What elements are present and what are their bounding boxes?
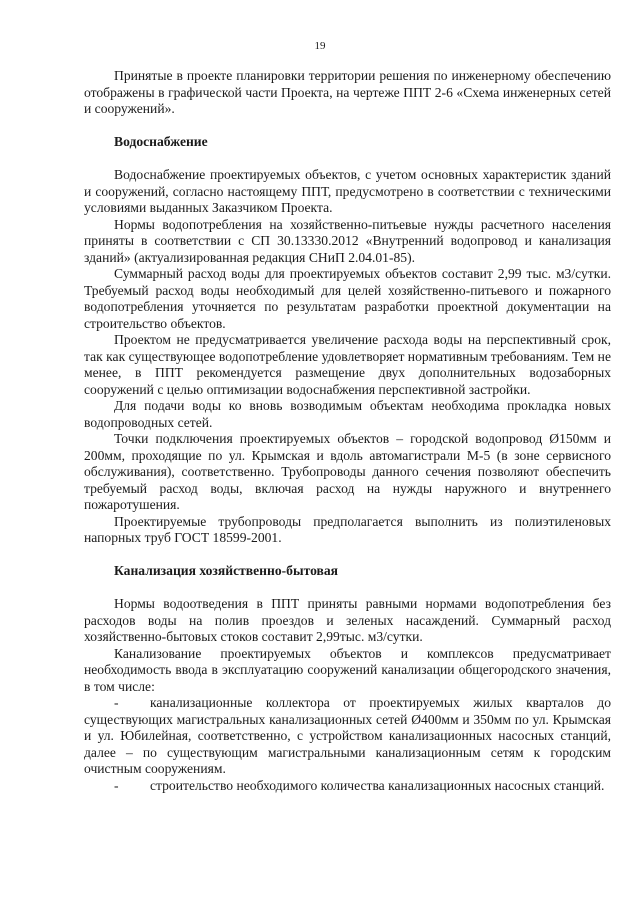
list-marker: - xyxy=(114,695,119,710)
document-body xyxy=(84,68,611,794)
water-paragraph: Суммарный расход воды для проектируемых объектов составит 2,99 тыс. м3/сутки. Требуемый расход воды необходимый для целей хозяйственно-питьевого и пожарного водопотребления уточняется по результатам разработки проектной документации на строительство объектов. xyxy=(84,266,611,331)
section-heading-water-supply: Водоснабжение xyxy=(114,133,208,149)
page-number: 19 xyxy=(314,40,326,52)
water-paragraph: Для подачи воды ко вновь возводимым объектам необходима прокладка новых водопроводных сетей. xyxy=(84,398,611,430)
sewerage-paragraph: Нормы водоотведения в ППТ приняты равными нормами водопотребления без расходов воды на полив проездов и зеленых насаждений. Суммарный расход хозяйственно-бытовых стоков составит 2,99тыс. м3/сутки. xyxy=(84,596,611,644)
water-paragraph: Нормы водопотребления на хозяйственно-питьевые нужды расчетного населения приняты в соответствии с СП 30.13330.2012 «Внутренний водопровод и канализация зданий» (актуализированная редакция СНиП 2.04.01-85). xyxy=(84,216,611,265)
list-item-text: строительство необходимого количества канализационных насосных станций. xyxy=(150,777,605,793)
list-item xyxy=(84,695,611,778)
water-paragraph: Точки подключения проектируемых объектов – городской водопровод Ø150мм и 200мм, проходящие по ул. Крымская и вдоль автомагистрали М-5 (в зоне сервисного обслуживания), соответственно. Трубопроводы данного сечения позволяют обеспечить требуемый расход воды, включая расход на нужды наружного и внутреннего пожаротушения. xyxy=(84,431,611,512)
section-heading-sewerage: Канализация хозяйственно-бытовая xyxy=(114,562,339,578)
sewerage-paragraph: Канализование проектируемых объектов и комплексов предусматривает необходимость ввода в эксплуатацию сооружений канализации общегородского значения, в том числе: xyxy=(84,645,611,694)
list-item xyxy=(84,778,611,795)
list-marker: - xyxy=(114,777,119,793)
intro-paragraph: Принятые в проекте планировки территории решения по инженерному обеспечению отображены в графической части Проекта, на чертеже ППТ 2-6 «Схема инженерных сетей и сооружений». xyxy=(84,68,611,116)
water-paragraph: Проектом не предусматривается увеличение расхода воды на перспективный срок, так как существующее водопотребление удовлетворяет нормативным требованиям. Тем не менее, в ППТ рекомендуется размещение двух дополнительных водозаборных сооружений с целью оптимизации водоснабжения перспективной застройки. xyxy=(84,332,611,397)
water-paragraph: Проектируемые трубопроводы предполагается выполнить из полиэтиленовых напорных труб ГОСТ 18599-2001. xyxy=(84,513,611,545)
water-paragraph: Водоснабжение проектируемых объектов, с учетом основных характеристик зданий и сооружений, согласно настоящему ППТ, предусмотрено в соответствии с техническими условиями выданных Заказчиком Проекта. xyxy=(84,167,611,215)
list-item-text: канализационные коллектора от проектируемых жилых кварталов до существующих магистральных канализационных сетей Ø400мм и 350мм по ул. Крымская и ул. Юбилейная, соответственно, с устройством канализационных насосных станций, далее – по существующим магистральными канализационным сетям к городским очистным сооружениям. xyxy=(84,695,611,776)
